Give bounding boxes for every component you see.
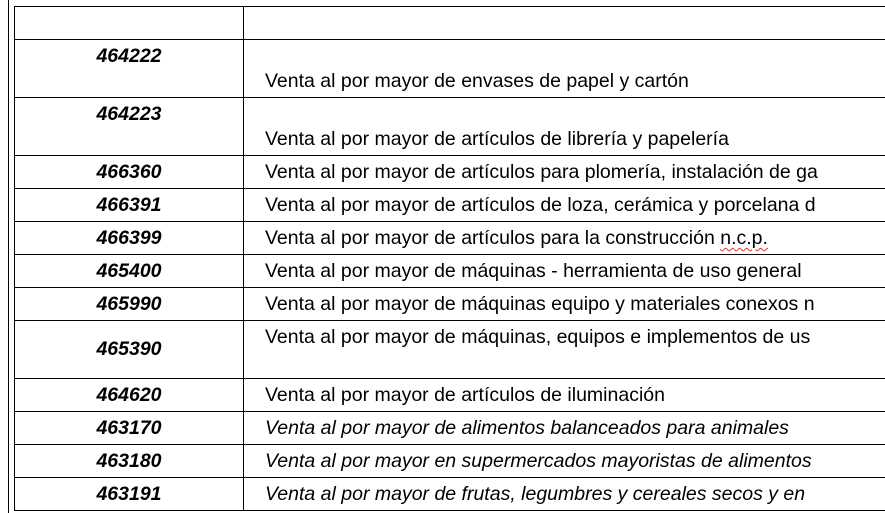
activity-description: Venta al por mayor de frutas, legumbres y cereales secos y en bbox=[244, 478, 885, 511]
description-text: Venta al por mayor de artículos para la construcción bbox=[265, 227, 721, 249]
table-row bbox=[15, 40, 885, 98]
table-row bbox=[15, 189, 885, 222]
table-row bbox=[15, 255, 885, 288]
activity-code: 465400 bbox=[15, 255, 244, 288]
table-row bbox=[15, 478, 885, 511]
page-margin-line bbox=[8, 0, 9, 513]
activity-description: Venta al por mayor de alimentos balanceados para animales bbox=[244, 412, 885, 445]
activity-description: Venta al por mayor de máquinas, equipos e implementos de us bbox=[244, 321, 885, 379]
table-row bbox=[15, 156, 885, 189]
table-header-row bbox=[15, 7, 885, 40]
activity-code: 464222 bbox=[15, 40, 244, 98]
activity-code: 464223 bbox=[15, 98, 244, 156]
activity-description: Venta al por mayor de envases de papel y cartón bbox=[244, 40, 885, 98]
header-description-cell bbox=[244, 7, 885, 40]
header-code-cell bbox=[15, 7, 244, 40]
activity-code: 463191 bbox=[15, 478, 244, 511]
activity-description: Venta al por mayor de máquinas equipo y materiales conexos n bbox=[244, 288, 885, 321]
table-row bbox=[15, 222, 885, 255]
activity-description: Venta al por mayor de artículos de iluminación bbox=[244, 379, 885, 412]
activity-code: 466399 bbox=[15, 222, 244, 255]
spellcheck-flagged-text: n.c.p. bbox=[720, 227, 768, 249]
activity-description: Venta al por mayor de artículos de loza, cerámica y porcelana d bbox=[244, 189, 885, 222]
table-row bbox=[15, 445, 885, 478]
activity-description: Venta al por mayor en supermercados mayoristas de alimentos bbox=[244, 445, 885, 478]
activity-code: 463180 bbox=[15, 445, 244, 478]
activity-code: 464620 bbox=[15, 379, 244, 412]
table-row bbox=[15, 379, 885, 412]
activity-description: Venta al por mayor de máquinas - herramienta de uso general bbox=[244, 255, 885, 288]
activity-description bbox=[244, 222, 885, 255]
activity-codes-table bbox=[14, 6, 885, 511]
table-row bbox=[15, 412, 885, 445]
activity-code: 466360 bbox=[15, 156, 244, 189]
activity-code: 463170 bbox=[15, 412, 244, 445]
activity-description: Venta al por mayor de artículos para plomería, instalación de ga bbox=[244, 156, 885, 189]
activity-code: 465990 bbox=[15, 288, 244, 321]
table-row bbox=[15, 288, 885, 321]
table-row bbox=[15, 98, 885, 156]
table-row bbox=[15, 321, 885, 379]
activity-code: 465390 bbox=[15, 321, 244, 379]
activity-description: Venta al por mayor de artículos de librería y papelería bbox=[244, 98, 885, 156]
activity-code: 466391 bbox=[15, 189, 244, 222]
